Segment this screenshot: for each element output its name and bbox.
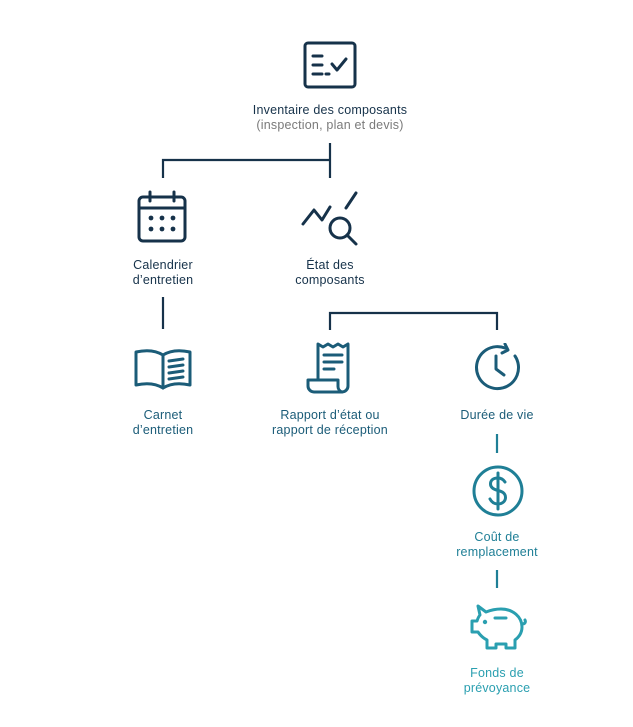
- calendar-icon: [136, 190, 188, 244]
- chart-magnifier-icon: [300, 190, 364, 248]
- calendar-line2: d’entretien: [132, 273, 194, 287]
- fund-label: [437, 666, 557, 696]
- cost-label: [437, 530, 557, 560]
- condition-label: [270, 258, 390, 288]
- open-book-icon: [133, 347, 193, 391]
- calendar-line1: Calendrier: [133, 258, 193, 272]
- clock-icon: [472, 343, 524, 393]
- cost-line2: remplacement: [456, 545, 538, 559]
- condition-line1: État des: [306, 258, 354, 272]
- condition-line2: composants: [295, 273, 365, 287]
- report-line2: rapport de réception: [272, 423, 388, 437]
- inventory-label: [200, 103, 460, 133]
- fund-line2: prévoyance: [463, 681, 531, 695]
- report-label: [240, 408, 420, 438]
- connector-inventory-split: [163, 143, 330, 178]
- calendar-label: [103, 258, 223, 288]
- cost-line1: Coût de: [474, 530, 520, 544]
- connector-condition-split: [330, 313, 497, 330]
- logbook-line1: Carnet: [143, 408, 183, 422]
- receipt-icon: [304, 340, 358, 396]
- dollar-icon: [471, 464, 525, 518]
- fund-line1: Fonds de: [470, 666, 524, 680]
- lifespan-line1: Durée de vie: [460, 408, 534, 422]
- report-line1: Rapport d’état ou: [280, 408, 380, 422]
- checklist-icon: [302, 40, 358, 90]
- logbook-line2: d’entretien: [132, 423, 194, 437]
- logbook-label: [103, 408, 223, 438]
- inventory-subtitle: (inspection, plan et devis): [256, 118, 404, 132]
- piggy-bank-icon: [468, 598, 528, 652]
- lifespan-label: [437, 408, 557, 423]
- inventory-title: Inventaire des composants: [252, 103, 408, 117]
